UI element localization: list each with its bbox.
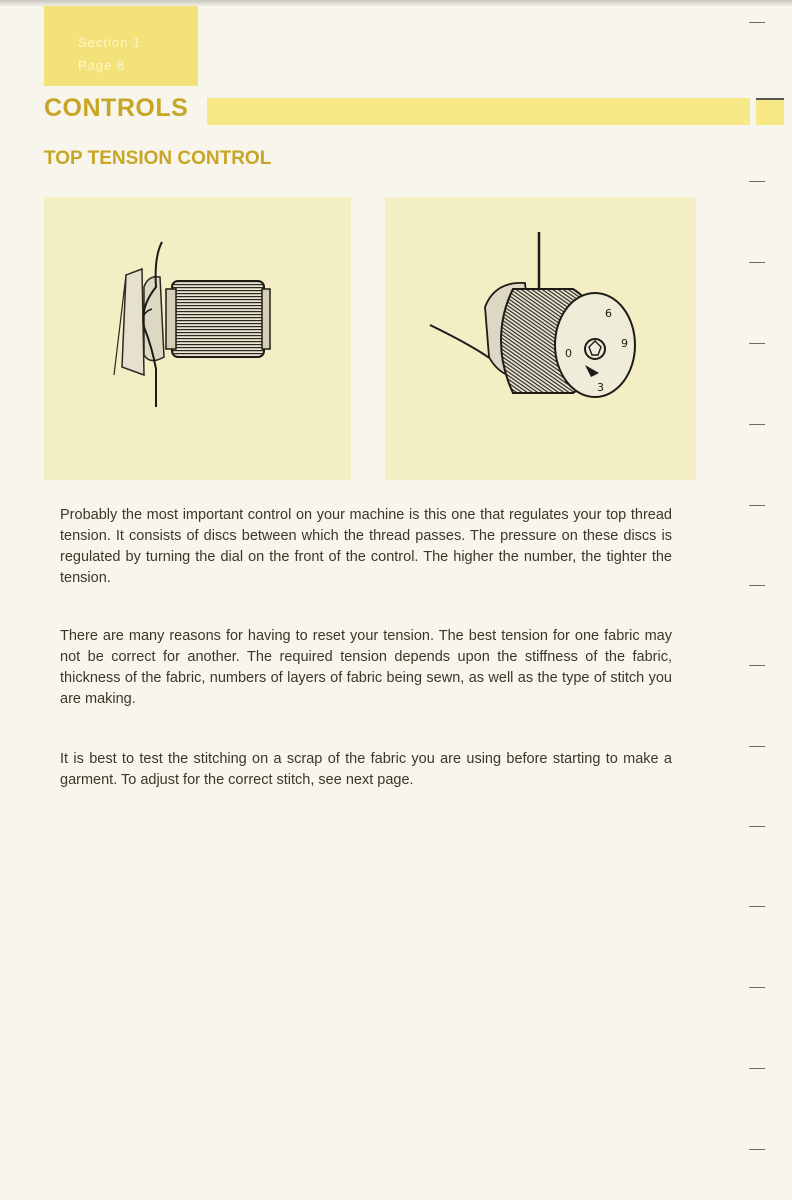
heading-bar — [207, 98, 750, 125]
margin-mark — [749, 665, 765, 666]
dial-number-0: 0 — [565, 347, 572, 360]
section-tab — [44, 6, 198, 86]
page-label: Page 8 — [78, 58, 126, 73]
margin-mark — [749, 987, 765, 988]
margin-mark — [749, 1149, 765, 1150]
section-label: Section 1 — [78, 35, 142, 50]
margin-mark — [749, 1068, 765, 1069]
paragraph-tension-test: It is best to test the stitching on a scrap of the fabric you are using before starting to make a garment. To adjust for the correct stitch, see next page. — [60, 751, 672, 788]
margin-mark — [749, 505, 765, 506]
page-heading: CONTROLS — [44, 94, 189, 122]
figure-tension-dial-view — [385, 197, 696, 480]
margin-mark — [749, 424, 765, 425]
tension-dial-illustration — [385, 197, 696, 480]
margin-mark — [749, 22, 765, 23]
tension-knob — [172, 281, 264, 357]
heading-bar-end — [756, 98, 784, 125]
margin-mark — [749, 906, 765, 907]
dial-number-9: 9 — [621, 337, 628, 350]
paragraph-tension-reasons: There are many reasons for having to reset your tension. The best tension for one fabric may not be correct for another. The required tension depends upon the stiffness of the fabric, thickness of the fabric, numbers of layers of fabric being sewn, as well as the type of stitch you are making. — [60, 628, 672, 707]
dial-number-3: 3 — [597, 381, 604, 394]
section-subheading: TOP TENSION CONTROL — [44, 148, 272, 169]
margin-mark — [749, 585, 765, 586]
margin-mark — [749, 826, 765, 827]
dial-number-6: 6 — [605, 307, 612, 320]
margin-mark — [749, 746, 765, 747]
margin-mark — [749, 262, 765, 263]
margin-mark — [749, 343, 765, 344]
figure-tension-side-view — [44, 197, 351, 480]
paragraph-tension-intro: Probably the most important control on your machine is this one that regulates your top thread tension. It consists of discs between which the thread passes. The pressure on these discs is regulated by turning the dial on the front of the control. The higher the number, the tighter the tension. — [60, 507, 672, 586]
dial-center — [585, 339, 605, 359]
tension-side-illustration — [44, 197, 351, 480]
margin-mark — [749, 181, 765, 182]
